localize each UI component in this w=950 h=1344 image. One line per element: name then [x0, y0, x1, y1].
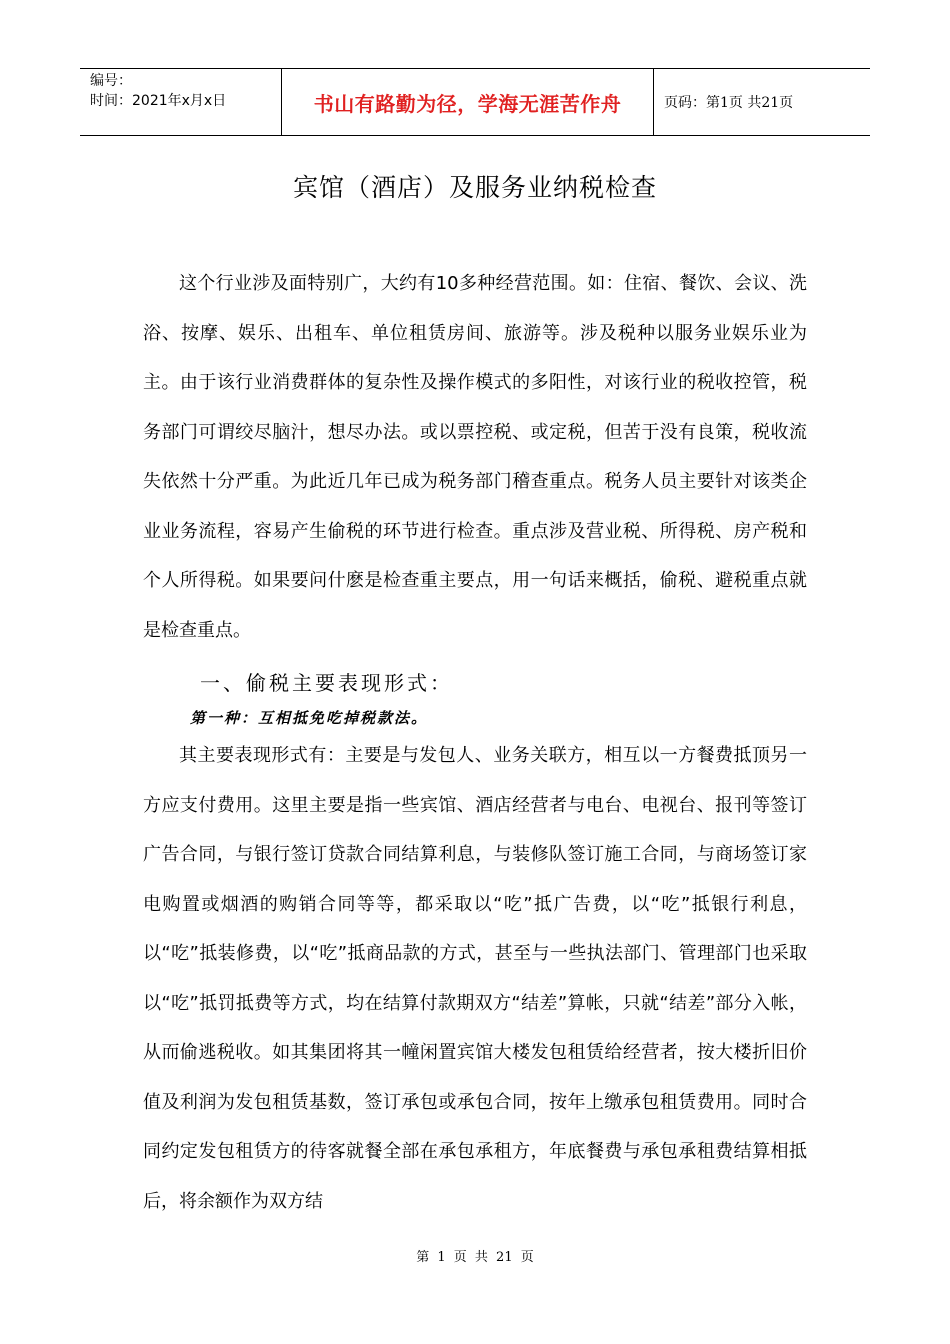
section-heading: 一、偷税主要表现形式：: [200, 671, 453, 695]
page-footer: 第 1 页 共 21 页: [416, 1250, 534, 1265]
body-paragraph: 其主要表现形式有：主要是与发包人、业务关联方，相互以一方餐费抵顶另一方应支付费用。这里主要是指一些宾馆、酒店经营者与电台、电视台、报刊等签订广告合同，与银行签订贷款合同结算利息，与装修队签订施工合同，与商场签订家电购置或烟酒的购销合同等等，都采取以“吃”抵广告费，以“吃”抵银行利息，以“吃”抵装修费，以“吃”抵商品款的方式，甚至与一些执法部门、管理部门也采取以“吃”抵罚抵费等方式，均在结算付款期双方“结差”算帐，只就“结差”部分入帐，从而偷逃税收。如其集团将其一幢闲置宾馆大楼发包租赁给经营者，按大楼折旧价值及利润为发包租赁基数，签订承包或承包合同，按年上缴承包租赁费用。同时合同约定发包租赁方的待客就餐全部在承包承租方，年底餐费与承包承租费结算相抵后，将余额作为双方结: [143, 745, 807, 1212]
header-page-number: 页码：第1页 共21页: [664, 95, 794, 111]
intro-paragraph: 这个行业涉及面特别广，大约有10多种经营范围。如：住宿、餐饮、会议、洗浴、按摩、娱乐、出租车、单位租赁房间、旅游等。涉及税种以服务业娱乐业为主。由于该行业消费群体的复杂性及操作模式的多阳性，对该行业的税收控管，税务部门可谓绞尽脑汁，想尽办法。或以票控税、或定税，但苦于没有良策，税收流失依然十分严重。为此近几年已成为税务部门稽查重点。税务人员主要针对该类企业业务流程，容易产生偷税的环节进行检查。重点涉及营业税、所得税、房产税和个人所得税。如果要问什麽是检查重主要点，用一句话来概括，偷税、避税重点就是检查重点。: [143, 273, 807, 641]
header-motto: 书山有路勤为径，学海无涯苦作舟: [282, 69, 654, 135]
document-number-label: 编号：: [90, 73, 132, 89]
header-meta-cell: [80, 69, 282, 135]
document-title: 宾馆（酒店）及服务业纳税检查: [292, 173, 657, 202]
document-date-label: 时间：2021年x月x日: [90, 93, 227, 109]
sub-heading: 第一种：互相抵免吃掉税款法。: [190, 709, 429, 727]
document-header: [80, 68, 870, 136]
